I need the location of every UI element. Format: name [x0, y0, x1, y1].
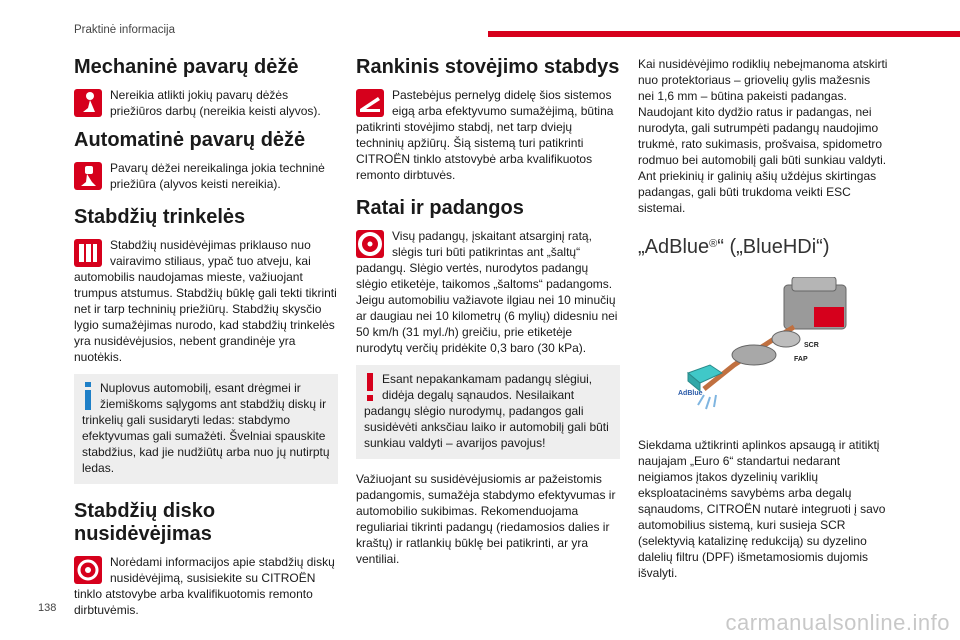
parking-brake-icon [356, 89, 384, 117]
label-fap: FAP [794, 356, 808, 363]
automatic-gearbox-block [74, 160, 338, 192]
brake-pads-block [74, 237, 338, 365]
column-3 [638, 56, 888, 581]
info-note-text: Nuplovus automobilį, esant drėgmei ir žiemiškoms sąlygoms ant stabdžių diskų ir trinkelių gali susidaryti ledas: stabdymo efektyvumas gali sumažėti. Švelniai spauskite stabdžius, kad jie nudžiūtų arba nuo jų nutirptų ledas. [82, 381, 330, 475]
column-2 [356, 56, 620, 567]
watermark: carmanualsonline.info [725, 610, 950, 635]
registered-mark: ® [709, 238, 718, 250]
tyre-icon [356, 230, 384, 258]
manual-gearbox-text: Nereikia atlikti jokių pavarų dėžės priežiūros darbų (nereikia keisti alyvos). [110, 88, 321, 118]
warning-icon [364, 373, 376, 403]
automatic-gear-icon [74, 162, 102, 190]
worn-tyres-text: Važiuojant su susidėvėjusiomis ar pažeistomis padangomis, sumažėja stabdymo efektyvumas ir automobilio sukibimas. Rekomenduojama reguliariai tikrinti padangų (riedamosios dalies ir kraštų) ir ratlankių būklę bei patikrinti, ar yra ventiliai. [356, 472, 616, 566]
label-scr: SCR [804, 342, 819, 349]
brake-disc-block [74, 554, 338, 618]
adblue-text: Siekdama užtikrinti aplinkos apsaugą ir atitiktį naujajam „Euro 6“ standartui nedarant neigiamos įtakos dyzelinių variklių eksploatacinėms savybėms arba degalų sąnaudoms, CITROËN nutarė integruoti į savo automobilius sistemą, kuri susieja SCR (selektyvią katalizinę redukciją) su dyzelino dalelių filtru (DPF) išmetamosiomis dujomis išvalyti. [638, 438, 886, 580]
heading-wheels-tyres: Ratai ir padangos [356, 197, 524, 219]
label-adblue: AdBlue [678, 390, 703, 397]
brake-pads-text: Stabdžių nusidėvėjimas priklauso nuo vairavimo stiliaus, ypač tuo atveju, kai automobilis naudojamas mieste, važiuojant trumpus atstumus. Stabdžių būklę gali tekti tikrinti net ir tarp techninių priežiūrų. Stabdžių skysčio lygio sumažėjimas nurodo, kad stabdžių trinkelės yra nusidėvėjusios, nebent grandinėje yra nuotėkis. [74, 238, 337, 364]
heading-brake-disc: Stabdžių disko nusidėvėjimas [74, 500, 216, 545]
heading-manual-gearbox: Mechaninė pavarų dėžė [74, 56, 299, 78]
adblue-title-part-a: „AdBlue [638, 236, 710, 258]
running-header: Praktinė informacija [74, 24, 175, 36]
info-icon [82, 382, 94, 412]
brake-disc-icon [74, 556, 102, 584]
adblue-system-illustration [674, 277, 854, 427]
brake-pad-icon [74, 239, 102, 267]
automatic-gearbox-text: Pavarų dėžei nereikalinga jokia techninė priežiūra (alyvos keisti nereikia). [110, 161, 325, 191]
warning-note-text: Esant nepakankamam padangų slėgiui, didėja degalų sąnaudos. Nesilaikant padangų slėgio nurodymų, padangos gali susidėvėti anksčiau laiko ir automobilį gali būti sunkiau valdyti – avarijos pavojus! [364, 372, 609, 450]
column-1 [74, 56, 338, 618]
heading-adblue [638, 236, 888, 259]
parking-brake-text: Pastebėjus pernelyg didelę šios sistemos eigą arba efektyvumo sumažėjimą, būtina patikrinti stovėjimo stabdį, net tarp dviejų techninių apžiūrų. Šią sistemą turi patikrinti CITROËN tinklo atstovybė arba kvalifikuotos remonto dirbtuvės. [356, 88, 614, 182]
warning-note-pressure [356, 365, 620, 459]
heading-parking-brake: Rankinis stovėjimo stabdys [356, 56, 620, 78]
tyres-block [356, 228, 620, 356]
brake-disc-text: Norėdami informacijos apie stabdžių diskų nusidėvėjimą, susisiekite su CITROËN tinklo atstovybe arba kvalifikuotomis remonto dirbtuvėmis. [74, 555, 335, 617]
heading-automatic-gearbox: Automatinė pavarų dėžė [74, 129, 306, 151]
info-note-ice [74, 374, 338, 484]
tyres-text: Visų padangų, įskaitant atsarginį ratą, slėgis turi būti patikrintas ant „šaltų“ padangų. Slėgio vertės, nurodytos padangų slėgio etiketėje, taikomos „šaltoms“ padangoms. Jeigu automobiliu važiavote ilgiau nei 10 minučių ar daugiau nei 10 kilometrų (6 mylių) didesniu nei 50 km/h (31 myl./h) greičiu, prie etiketėje nurodytų verčių pridėkite 0,3 baro (30 kPa). [356, 229, 618, 355]
parking-brake-block [356, 87, 620, 183]
gear-lever-icon [74, 89, 102, 117]
tread-wear-text: Kai nusidėvėjimo rodiklių nebeįmanoma atskirti nuo protektoriaus – griovelių gylis mažesnis nei 1,6 mm – būtina pakeisti padangas. Naudojant kito dydžio ratus ir padangas, nei nurodyta, gali sutrumpėti padangų naudojimo trukmė, rato sukimasis, prošvaisa, spidometro rodmuo bei automobilį gali būti sunkiau valdyti. Ant priekinių ir galinių ašių uždėjus skirtingas padangas, gali būti trukdoma veikti ESC sistemai. [638, 57, 888, 215]
heading-brake-pads: Stabdžių trinkelės [74, 206, 246, 228]
page-number: 138 [38, 602, 57, 614]
header-accent-bar [488, 31, 960, 37]
adblue-title-part-b: “ („BlueHDi“) [717, 236, 830, 258]
manual-gearbox-block [74, 87, 338, 119]
